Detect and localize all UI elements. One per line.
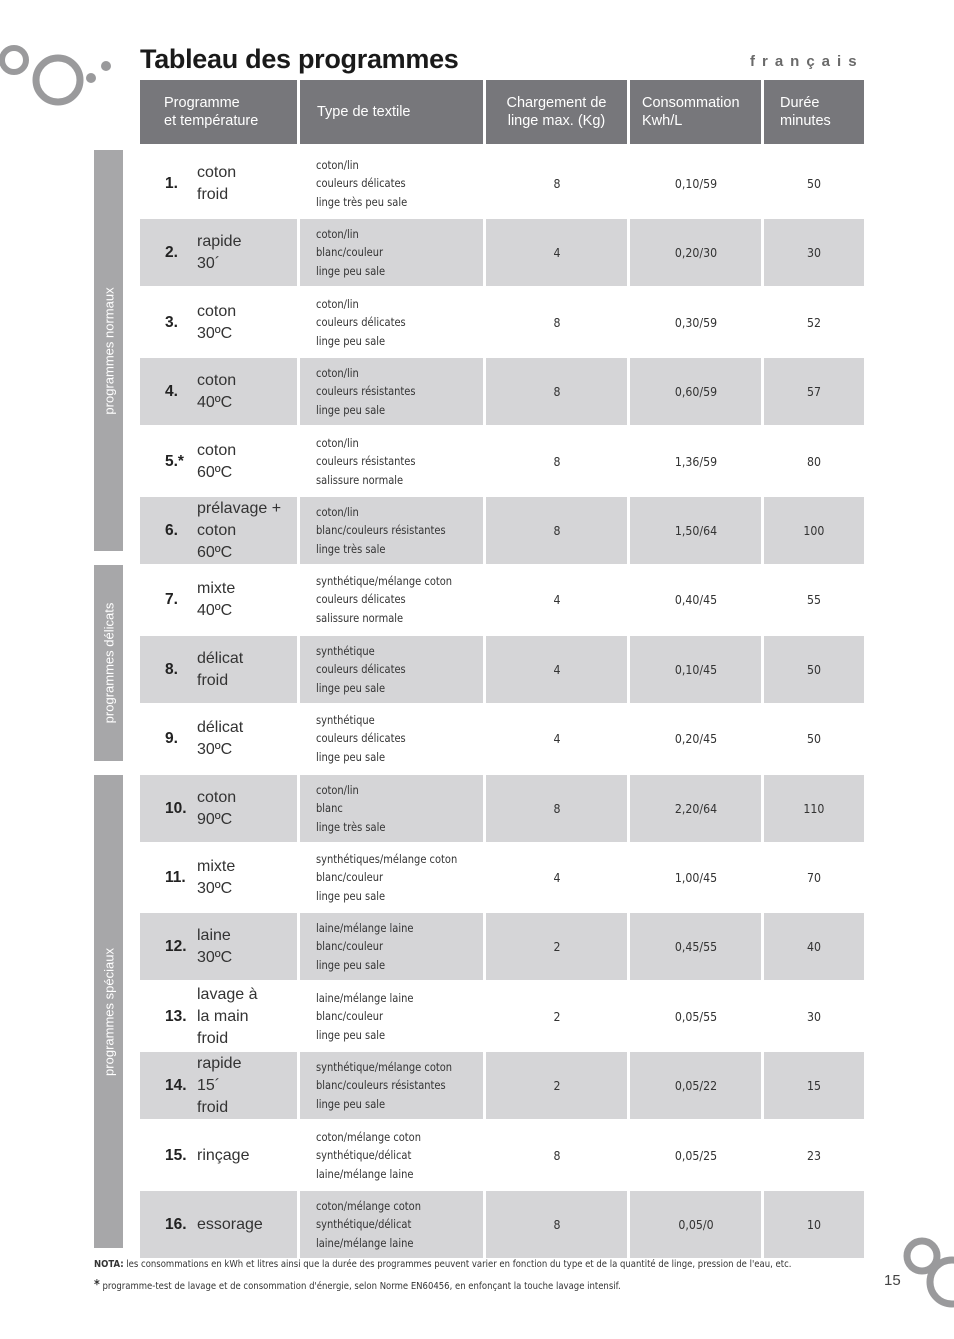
footnote-nota bbox=[94, 1259, 792, 1270]
duration: 50 bbox=[807, 176, 821, 191]
consumption-cell bbox=[630, 219, 761, 286]
programme-cell bbox=[140, 566, 297, 633]
programme-name: coton 60ºC bbox=[197, 441, 237, 481]
programme-cell bbox=[140, 428, 297, 495]
textile-cell bbox=[300, 219, 483, 286]
textile-type: laine/mélange laine blanc/couleur linge peu sale bbox=[316, 990, 414, 1042]
programme-name: prélavage + coton 60ºC bbox=[197, 499, 282, 561]
programme-number: 8. bbox=[165, 660, 178, 678]
max-load: 8 bbox=[552, 454, 560, 469]
duration-cell bbox=[764, 1191, 864, 1258]
consumption-cell bbox=[630, 289, 761, 356]
consumption-cell bbox=[630, 983, 761, 1050]
consumption-cell bbox=[630, 1122, 761, 1189]
programme-name: coton 30ºC bbox=[197, 302, 237, 342]
consumption: 0,10/45 bbox=[674, 662, 717, 677]
programme-cell bbox=[140, 358, 297, 425]
consumption: 1,00/45 bbox=[674, 870, 717, 885]
duration-cell bbox=[764, 1122, 864, 1189]
max-load: 4 bbox=[552, 592, 560, 607]
duration: 57 bbox=[807, 384, 821, 399]
programme-number: 13. bbox=[165, 1007, 187, 1025]
table-row bbox=[140, 289, 864, 356]
table-row bbox=[140, 636, 864, 703]
textile-type: synthétique/mélange coton couleurs délicates salissure normale bbox=[316, 573, 453, 625]
textile-cell bbox=[300, 428, 483, 495]
duration-cell bbox=[764, 289, 864, 356]
table-row bbox=[140, 1122, 864, 1189]
programme-cell bbox=[140, 705, 297, 772]
duration-cell bbox=[764, 1052, 864, 1119]
table-row bbox=[140, 844, 864, 911]
textile-type: coton/lin couleurs délicates linge peu sale bbox=[316, 296, 406, 348]
duration-cell bbox=[764, 636, 864, 703]
load-cell bbox=[486, 1122, 627, 1189]
page-title: Tableau des programmes bbox=[140, 44, 459, 74]
consumption-cell bbox=[630, 913, 761, 980]
programme-cell bbox=[140, 1122, 297, 1189]
language-label: français bbox=[750, 53, 864, 70]
nota-text: les consommations en kWh et litres ainsi que la durée des programmes peuvent varier en fonction du type et de la quantité de linge, pression de l'eau, etc. bbox=[123, 1259, 792, 1270]
column-header-programme: Programme et température bbox=[140, 80, 297, 144]
consumption-cell bbox=[630, 150, 761, 217]
load-cell bbox=[486, 358, 627, 425]
textile-cell bbox=[300, 497, 483, 564]
programme-number: 3. bbox=[165, 313, 178, 331]
consumption: 0,20/30 bbox=[674, 245, 717, 260]
programme-number: 14. bbox=[165, 1076, 187, 1094]
duration-cell bbox=[764, 844, 864, 911]
consumption-cell bbox=[630, 358, 761, 425]
programme-name: délicat froid bbox=[197, 649, 244, 689]
duration: 40 bbox=[807, 939, 821, 954]
programme-name: délicat 30ºC bbox=[197, 718, 244, 758]
programme-cell bbox=[140, 983, 297, 1050]
textile-cell bbox=[300, 983, 483, 1050]
consumption-cell bbox=[630, 844, 761, 911]
textile-type: synthétiques/mélange coton blanc/couleur linge peu sale bbox=[316, 851, 458, 903]
programme-name: laine 30ºC bbox=[197, 926, 233, 966]
consumption-cell bbox=[630, 428, 761, 495]
duration: 55 bbox=[807, 592, 821, 607]
duration: 30 bbox=[807, 1009, 821, 1024]
programme-name: rapide 15´ froid bbox=[197, 1054, 242, 1116]
textile-type: synthétique couleurs délicates linge peu sale bbox=[316, 643, 406, 695]
table-row bbox=[140, 497, 864, 564]
programme-number: 15. bbox=[165, 1146, 187, 1164]
load-cell bbox=[486, 1052, 627, 1119]
consumption: 0,60/59 bbox=[674, 384, 717, 399]
consumption-cell bbox=[630, 497, 761, 564]
load-cell bbox=[486, 705, 627, 772]
load-cell bbox=[486, 913, 627, 980]
consumption: 0,05/0 bbox=[677, 1217, 714, 1232]
table-row bbox=[140, 358, 864, 425]
max-load: 8 bbox=[552, 315, 560, 330]
programme-number: 1. bbox=[165, 174, 178, 192]
load-cell bbox=[486, 289, 627, 356]
consumption: 0,10/59 bbox=[674, 176, 717, 191]
duration-cell bbox=[764, 913, 864, 980]
max-load: 8 bbox=[552, 384, 560, 399]
textile-cell bbox=[300, 775, 483, 842]
max-load: 8 bbox=[552, 1148, 560, 1163]
textile-cell bbox=[300, 358, 483, 425]
star-label: * bbox=[94, 1278, 100, 1293]
duration-cell bbox=[764, 497, 864, 564]
table-row bbox=[140, 566, 864, 633]
table-row bbox=[140, 1191, 864, 1258]
textile-type: synthétique couleurs délicates linge peu sale bbox=[316, 712, 406, 764]
programme-name: coton 90ºC bbox=[197, 788, 237, 828]
programme-name: mixte 40ºC bbox=[197, 579, 236, 619]
duration: 110 bbox=[803, 801, 825, 816]
max-load: 4 bbox=[552, 870, 560, 885]
programme-number: 12. bbox=[165, 937, 187, 955]
programme-cell bbox=[140, 844, 297, 911]
programme-name: coton froid bbox=[197, 163, 237, 203]
load-cell bbox=[486, 775, 627, 842]
duration: 80 bbox=[807, 454, 821, 469]
table-row bbox=[140, 219, 864, 286]
load-cell bbox=[486, 1191, 627, 1258]
consumption: 0,20/45 bbox=[674, 731, 717, 746]
programme-cell bbox=[140, 219, 297, 286]
duration: 50 bbox=[807, 662, 821, 677]
programme-name: mixte 30ºC bbox=[197, 857, 236, 897]
load-cell bbox=[486, 428, 627, 495]
programme-name: rinçage bbox=[197, 1146, 250, 1164]
textile-cell bbox=[300, 566, 483, 633]
load-cell bbox=[486, 636, 627, 703]
consumption: 1,36/59 bbox=[674, 454, 717, 469]
programme-number: 4. bbox=[165, 382, 178, 400]
column-header-load: Chargement de linge max. (Kg) bbox=[486, 80, 627, 144]
nota-label: NOTA: bbox=[94, 1259, 124, 1270]
programme-name: essorage bbox=[197, 1215, 263, 1233]
max-load: 8 bbox=[552, 1217, 560, 1232]
duration: 10 bbox=[807, 1217, 821, 1232]
textile-cell bbox=[300, 844, 483, 911]
max-load: 4 bbox=[552, 245, 560, 260]
programme-number: 7. bbox=[165, 590, 178, 608]
max-load: 8 bbox=[552, 176, 560, 191]
consumption: 0,05/55 bbox=[674, 1009, 717, 1024]
programme-number: 6. bbox=[165, 521, 178, 539]
textile-cell bbox=[300, 1191, 483, 1258]
max-load: 4 bbox=[552, 662, 560, 677]
consumption: 2,20/64 bbox=[674, 801, 717, 816]
programme-cell bbox=[140, 636, 297, 703]
column-header-consumption: Consommation Kwh/L bbox=[630, 80, 761, 144]
max-load: 2 bbox=[552, 1009, 560, 1024]
group-label-special-text: programmes spéciaux bbox=[101, 947, 116, 1076]
programme-cell bbox=[140, 1191, 297, 1258]
duration-cell bbox=[764, 705, 864, 772]
duration-cell bbox=[764, 775, 864, 842]
textile-cell bbox=[300, 1122, 483, 1189]
textile-type: synthétique/mélange coton blanc/couleurs résistantes linge peu sale bbox=[316, 1059, 453, 1111]
table-row bbox=[140, 775, 864, 842]
programme-cell bbox=[140, 497, 297, 564]
textile-cell bbox=[300, 705, 483, 772]
textile-type: coton/lin blanc/couleur linge peu sale bbox=[316, 226, 386, 278]
programme-cell bbox=[140, 913, 297, 980]
max-load: 8 bbox=[552, 523, 560, 538]
group-label-normal-text: programmes normaux bbox=[101, 286, 116, 415]
duration-cell bbox=[764, 428, 864, 495]
textile-type: coton/lin blanc linge très sale bbox=[316, 782, 386, 834]
textile-cell bbox=[300, 150, 483, 217]
programme-number: 10. bbox=[165, 799, 187, 817]
programme-cell bbox=[140, 150, 297, 217]
programme-cell bbox=[140, 289, 297, 356]
consumption-cell bbox=[630, 566, 761, 633]
textile-type: coton/mélange coton synthétique/délicat laine/mélange laine bbox=[316, 1198, 422, 1250]
duration: 50 bbox=[807, 731, 821, 746]
table-row bbox=[140, 150, 864, 217]
duration: 23 bbox=[807, 1148, 821, 1163]
textile-type: coton/lin couleurs résistantes salissure normale bbox=[316, 435, 416, 487]
duration-cell bbox=[764, 219, 864, 286]
programme-number: 2. bbox=[165, 243, 178, 261]
consumption: 1,50/64 bbox=[674, 523, 717, 538]
consumption-cell bbox=[630, 1191, 761, 1258]
duration-cell bbox=[764, 358, 864, 425]
column-header-textile: Type de textile bbox=[300, 80, 483, 144]
group-label-delicate bbox=[94, 565, 123, 761]
duration-cell bbox=[764, 983, 864, 1050]
column-header-duration: Durée minutes bbox=[764, 80, 864, 144]
textile-cell bbox=[300, 1052, 483, 1119]
duration: 52 bbox=[807, 315, 821, 330]
consumption-cell bbox=[630, 705, 761, 772]
consumption: 0,05/25 bbox=[674, 1148, 717, 1163]
group-label-normal bbox=[94, 150, 123, 551]
table-row bbox=[140, 1052, 864, 1119]
decorative-circles-bottom-right bbox=[898, 1234, 954, 1314]
textile-type: coton/mélange coton synthétique/délicat laine/mélange laine bbox=[316, 1129, 422, 1181]
load-cell bbox=[486, 844, 627, 911]
consumption-cell bbox=[630, 636, 761, 703]
load-cell bbox=[486, 497, 627, 564]
load-cell bbox=[486, 150, 627, 217]
textile-cell bbox=[300, 636, 483, 703]
group-label-special bbox=[94, 775, 123, 1248]
table-row bbox=[140, 428, 864, 495]
star-text: programme-test de lavage et de consommation d'énergie, selon Norme EN60456, en enfonçant la touche lavage intensif. bbox=[99, 1281, 621, 1292]
load-cell bbox=[486, 983, 627, 1050]
programme-cell bbox=[140, 1052, 297, 1119]
duration: 100 bbox=[803, 523, 825, 538]
footnote-star bbox=[94, 1278, 740, 1293]
textile-type: coton/lin blanc/couleurs résistantes linge très sale bbox=[316, 504, 446, 556]
decorative-circles-top-left bbox=[0, 38, 120, 118]
duration: 70 bbox=[807, 870, 821, 885]
consumption: 0,45/55 bbox=[674, 939, 717, 954]
programme-number: 5.* bbox=[165, 452, 184, 470]
table-row bbox=[140, 913, 864, 980]
duration: 30 bbox=[807, 245, 821, 260]
textile-type: coton/lin couleurs résistantes linge peu sale bbox=[316, 365, 416, 417]
programme-cell bbox=[140, 775, 297, 842]
duration-cell bbox=[764, 566, 864, 633]
load-cell bbox=[486, 219, 627, 286]
programme-number: 9. bbox=[165, 729, 178, 747]
programme-number: 16. bbox=[165, 1215, 187, 1233]
max-load: 2 bbox=[552, 939, 560, 954]
page-number: 15 bbox=[884, 1272, 901, 1289]
programme-name: lavage à la main froid bbox=[197, 985, 258, 1047]
consumption: 0,05/22 bbox=[674, 1078, 717, 1093]
duration: 15 bbox=[807, 1078, 821, 1093]
max-load: 2 bbox=[552, 1078, 560, 1093]
group-label-delicate-text: programmes délicats bbox=[101, 602, 116, 724]
table-row bbox=[140, 983, 864, 1050]
programme-name: rapide 30´ bbox=[197, 232, 242, 272]
programme-name: coton 40ºC bbox=[197, 371, 237, 411]
table-row bbox=[140, 705, 864, 772]
textile-type: laine/mélange laine blanc/couleur linge peu sale bbox=[316, 920, 414, 972]
textile-type: coton/lin couleurs délicates linge très peu sale bbox=[316, 157, 408, 209]
programme-number: 11. bbox=[165, 868, 186, 886]
textile-cell bbox=[300, 289, 483, 356]
textile-cell bbox=[300, 913, 483, 980]
consumption-cell bbox=[630, 1052, 761, 1119]
consumption-cell bbox=[630, 775, 761, 842]
max-load: 4 bbox=[552, 731, 560, 746]
duration-cell bbox=[764, 150, 864, 217]
load-cell bbox=[486, 566, 627, 633]
consumption: 0,30/59 bbox=[674, 315, 717, 330]
consumption: 0,40/45 bbox=[674, 592, 717, 607]
max-load: 8 bbox=[552, 801, 560, 816]
